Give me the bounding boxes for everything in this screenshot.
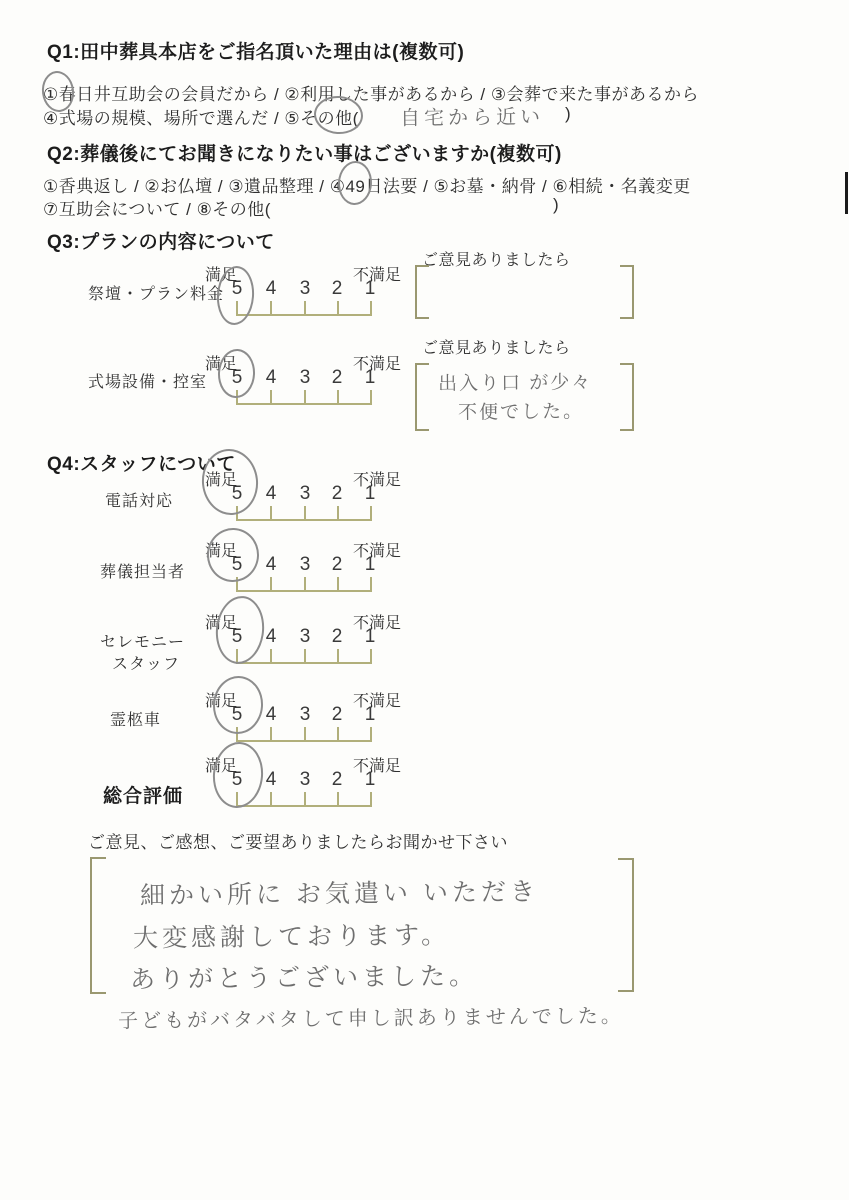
scale-value-5: 5 bbox=[231, 367, 243, 388]
scale-value-4: 4 bbox=[265, 483, 277, 504]
rating-scale-director bbox=[205, 538, 420, 598]
q3-row2-comment-bracket-right bbox=[620, 363, 634, 431]
rating-scale bbox=[205, 351, 420, 411]
scale-tick bbox=[236, 506, 238, 519]
scale-baseline bbox=[236, 403, 372, 405]
q2-title: Q2:葬儀後にてお聞きになりたい事はございますか(複数可) bbox=[47, 144, 562, 165]
scale-min-label: 不満足 bbox=[353, 693, 402, 710]
rating-scale-phone bbox=[205, 467, 420, 527]
scale-value-1: 1 bbox=[364, 769, 376, 790]
scale-value-5: 5 bbox=[231, 483, 243, 504]
scale-tick bbox=[270, 577, 272, 590]
scale-max-label: 満足 bbox=[205, 758, 238, 775]
scale-tick bbox=[270, 649, 272, 662]
scale-value-1: 1 bbox=[364, 704, 376, 725]
scale-tick bbox=[337, 577, 339, 590]
q4-title: Q4:スタッフについて bbox=[47, 454, 236, 475]
scale-tick bbox=[270, 792, 272, 805]
scale-tick bbox=[304, 727, 306, 740]
scale-tick bbox=[337, 792, 339, 805]
scale-max-label: 満足 bbox=[205, 472, 238, 489]
scale-value-1: 1 bbox=[364, 483, 376, 504]
scale-tick bbox=[370, 506, 372, 519]
scale-baseline bbox=[236, 314, 372, 316]
scale-tick bbox=[337, 390, 339, 403]
scale-baseline bbox=[236, 519, 372, 521]
rating-scale bbox=[205, 610, 420, 670]
footer-comment-bracket-left bbox=[90, 857, 106, 994]
scale-value-1: 1 bbox=[364, 554, 376, 575]
q4-row4-label: 霊柩車 bbox=[110, 712, 162, 729]
scale-tick bbox=[270, 727, 272, 740]
scale-value-3: 3 bbox=[299, 278, 311, 299]
scale-value-3: 3 bbox=[299, 626, 311, 647]
q4-row5-label: 総合評価 bbox=[103, 786, 184, 807]
scale-value-3: 3 bbox=[299, 554, 311, 575]
rating-scale bbox=[205, 538, 420, 598]
q3-row1-comment-bracket-left bbox=[415, 265, 429, 319]
scale-value-4: 4 bbox=[265, 626, 277, 647]
rating-scale-plan-fee bbox=[205, 262, 420, 322]
q4-row3-label-line1: セレモニー bbox=[100, 634, 186, 651]
scale-max-label: 満足 bbox=[205, 615, 238, 632]
q4-row3-label-line2: スタッフ bbox=[112, 656, 181, 673]
scale-tick bbox=[236, 792, 238, 805]
q4-row2-label: 葬儀担当者 bbox=[100, 564, 186, 581]
q3-row2-label: 式場設備・控室 bbox=[88, 374, 208, 391]
rating-scale bbox=[205, 753, 420, 813]
scale-value-2: 2 bbox=[331, 483, 343, 504]
scale-value-2: 2 bbox=[331, 367, 343, 388]
scale-min-label: 不満足 bbox=[353, 356, 402, 373]
q1-other-handwritten: 自宅から近い bbox=[399, 106, 545, 130]
scale-value-4: 4 bbox=[265, 769, 277, 790]
q2-options-line2: ⑦互助会について / ⑧その他( bbox=[43, 200, 271, 219]
q4-row1-label: 電話対応 bbox=[105, 493, 174, 510]
scale-tick bbox=[236, 390, 238, 403]
scale-baseline bbox=[236, 590, 372, 592]
q2-close-paren: ) bbox=[553, 195, 560, 214]
scale-tick bbox=[337, 506, 339, 519]
scale-min-label: 不満足 bbox=[353, 267, 402, 284]
scale-max-label: 満足 bbox=[205, 693, 238, 710]
scale-value-4: 4 bbox=[265, 554, 277, 575]
scale-tick bbox=[304, 506, 306, 519]
scale-baseline bbox=[236, 740, 372, 742]
q2-options-line1: ①香典返し / ②お仏壇 / ③遺品整理 / ④49日法要 / ⑤お墓・納骨 / ⑥相続・名義変更 bbox=[43, 177, 691, 196]
q3-row2-comment-line1: 出入り口 が少々 bbox=[437, 372, 593, 395]
scale-tick bbox=[270, 506, 272, 519]
q1-close-paren: ) bbox=[565, 104, 572, 123]
scale-value-5: 5 bbox=[231, 769, 243, 790]
scale-value-4: 4 bbox=[265, 704, 277, 725]
scale-tick bbox=[236, 577, 238, 590]
scale-tick bbox=[370, 649, 372, 662]
scale-min-label: 不満足 bbox=[353, 615, 402, 632]
scale-value-3: 3 bbox=[299, 769, 311, 790]
scale-value-2: 2 bbox=[331, 554, 343, 575]
scale-value-5: 5 bbox=[231, 554, 243, 575]
footer-handwritten-line1: 細かい所に お気遣い いただき bbox=[139, 877, 540, 911]
scale-max-label: 満足 bbox=[205, 356, 238, 373]
scale-tick bbox=[304, 649, 306, 662]
scale-tick bbox=[236, 301, 238, 314]
scale-value-3: 3 bbox=[299, 483, 311, 504]
scale-tick bbox=[370, 727, 372, 740]
scale-tick bbox=[370, 577, 372, 590]
scale-tick bbox=[337, 727, 339, 740]
footer-prompt: ご意見、ご感想、ご要望ありましたらお聞かせ下さい bbox=[88, 833, 508, 852]
scale-value-5: 5 bbox=[231, 278, 243, 299]
q1-options-line2: ④式場の規模、場所で選んだ / ⑤その他( bbox=[43, 109, 359, 128]
scale-tick bbox=[370, 301, 372, 314]
scale-value-2: 2 bbox=[331, 278, 343, 299]
footer-handwritten-line4: 子どもがバタバタして申し訳ありませんでした。 bbox=[117, 1005, 624, 1033]
scale-value-3: 3 bbox=[299, 367, 311, 388]
scale-tick bbox=[270, 390, 272, 403]
scale-max-label: 満足 bbox=[205, 543, 238, 560]
scale-tick bbox=[304, 792, 306, 805]
q1-title: Q1:田中葬具本店をご指名頂いた理由は(複数可) bbox=[47, 42, 465, 63]
scale-tick bbox=[270, 301, 272, 314]
q3-row1-comment-prompt: ご意見ありましたら bbox=[422, 252, 571, 269]
rating-scale bbox=[205, 467, 420, 527]
scale-tick bbox=[370, 390, 372, 403]
rating-scale-venue bbox=[205, 351, 420, 411]
rating-scale-overall bbox=[205, 753, 420, 813]
scale-tick bbox=[304, 390, 306, 403]
rating-scale-hearse bbox=[205, 688, 420, 748]
scale-tick bbox=[304, 301, 306, 314]
scale-tick bbox=[337, 301, 339, 314]
q3-row2-comment-prompt: ご意見ありましたら bbox=[422, 340, 571, 357]
footer-handwritten-line3: ありがとうございました。 bbox=[129, 962, 479, 994]
scale-tick bbox=[304, 577, 306, 590]
q3-title: Q3:プランの内容について bbox=[47, 232, 275, 253]
scale-value-2: 2 bbox=[331, 626, 343, 647]
scale-baseline bbox=[236, 805, 372, 807]
q1-options-line1: ①春日井互助会の会員だから / ②利用した事があるから / ③会葬で来た事があるから bbox=[43, 85, 700, 104]
scan-edge-artifact bbox=[845, 172, 848, 214]
scale-min-label: 不満足 bbox=[353, 543, 402, 560]
scale-value-2: 2 bbox=[331, 704, 343, 725]
rating-scale bbox=[205, 262, 420, 322]
scale-min-label: 不満足 bbox=[353, 472, 402, 489]
q3-row1-comment-bracket-right bbox=[620, 265, 634, 319]
scale-tick bbox=[370, 792, 372, 805]
scale-value-5: 5 bbox=[231, 626, 243, 647]
scale-tick bbox=[337, 649, 339, 662]
scale-value-1: 1 bbox=[364, 367, 376, 388]
scale-tick bbox=[236, 727, 238, 740]
scale-tick bbox=[236, 649, 238, 662]
rating-scale bbox=[205, 688, 420, 748]
scale-value-3: 3 bbox=[299, 704, 311, 725]
scale-value-4: 4 bbox=[265, 278, 277, 299]
scale-min-label: 不満足 bbox=[353, 758, 402, 775]
q3-row2-comment-line2: 不便でした。 bbox=[457, 401, 585, 424]
scale-value-5: 5 bbox=[231, 704, 243, 725]
scale-baseline bbox=[236, 662, 372, 664]
q3-row2-comment-bracket-left bbox=[415, 363, 429, 431]
scale-value-4: 4 bbox=[265, 367, 277, 388]
footer-comment-bracket-right bbox=[618, 858, 634, 992]
q3-row1-label: 祭壇・プラン料金 bbox=[88, 286, 225, 303]
scale-value-1: 1 bbox=[364, 626, 376, 647]
scale-value-1: 1 bbox=[364, 278, 376, 299]
scale-value-2: 2 bbox=[331, 769, 343, 790]
scale-max-label: 満足 bbox=[205, 267, 238, 284]
rating-scale-ceremony-staff bbox=[205, 610, 420, 670]
footer-handwritten-line2: 大変感謝しております。 bbox=[132, 921, 451, 953]
